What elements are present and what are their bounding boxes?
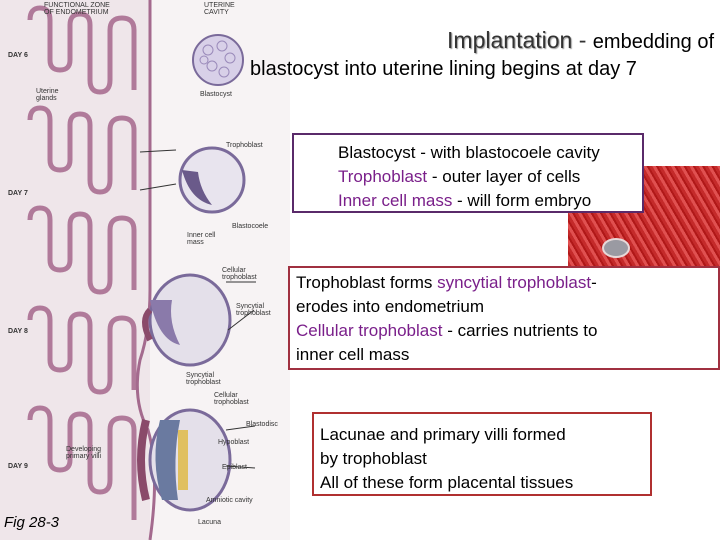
title-dash: - bbox=[572, 27, 593, 53]
label-hypoblast: Hypoblast bbox=[218, 439, 250, 446]
box-lacunae bbox=[312, 412, 652, 496]
label-developing-villi: Developing primary villi bbox=[66, 446, 102, 461]
box-trophoblast bbox=[288, 266, 720, 370]
blastocyst-day9 bbox=[141, 410, 255, 510]
title-rest: embedding of bbox=[592, 31, 714, 53]
box1-line1: Blastocyst - with blastocoele cavity bbox=[338, 143, 600, 162]
box2-line4: inner cell mass bbox=[296, 345, 410, 364]
label-cellular-trophoblast-2: Cellular trophoblast bbox=[214, 392, 249, 407]
box1-line3: Inner cell mass - will form embryo bbox=[338, 191, 592, 210]
implantation-figure bbox=[0, 0, 290, 540]
box2-line2: erodes into endometrium bbox=[296, 297, 485, 316]
title-head: Implantation bbox=[447, 27, 573, 53]
box-blastocyst bbox=[292, 133, 644, 213]
label-day7: DAY 7 bbox=[8, 190, 28, 197]
label-uterine-glands: Uterine glands bbox=[36, 88, 59, 103]
blastocyst-day7 bbox=[140, 148, 244, 212]
embedded-blastocyst-photo bbox=[602, 238, 630, 258]
box3-line2: by trophoblast bbox=[320, 449, 427, 468]
label-blastocoele: Blastocoele bbox=[232, 223, 269, 230]
label-day6: DAY 6 bbox=[8, 52, 28, 59]
label-lacuna: Lacuna bbox=[198, 519, 221, 526]
label-syncytial-trophoblast: Syncytial trophoblast bbox=[236, 303, 271, 318]
blastocyst-day8 bbox=[145, 275, 256, 365]
box3-line3: All of these form placental tissues bbox=[320, 473, 574, 492]
label-functional-zone: FUNCTIONAL ZONE OF ENDOMETRIUM bbox=[44, 2, 110, 17]
label-day9: DAY 9 bbox=[8, 463, 28, 470]
label-cellular-trophoblast: Cellular trophoblast bbox=[222, 267, 257, 282]
slide-subtitle: blastocyst into uterine lining begins at day 7 bbox=[250, 58, 637, 80]
box1-line2: Trophoblast - outer layer of cells bbox=[338, 167, 581, 186]
label-uterine-cavity: UTERINE CAVITY bbox=[204, 2, 235, 17]
label-epiblast: Epiblast bbox=[222, 464, 247, 471]
label-trophoblast: Trophoblast bbox=[226, 142, 263, 149]
label-syncytial-trophoblast-2: Syncytial trophoblast bbox=[186, 372, 221, 387]
label-blastocyst: Blastocyst bbox=[200, 91, 232, 98]
box3-line1: Lacunae and primary villi formed bbox=[320, 425, 566, 444]
label-inner-cell-mass: Inner cell mass bbox=[187, 232, 216, 247]
box2-line1: Trophoblast forms syncytial trophoblast- bbox=[296, 273, 597, 292]
figure-caption: Fig 28-3 bbox=[4, 514, 60, 531]
box2-line3: Cellular trophoblast - carries nutrients to bbox=[296, 321, 598, 340]
slide-title bbox=[248, 26, 714, 56]
blastocyst-day6 bbox=[193, 35, 243, 85]
label-amniotic-cavity: Amniotic cavity bbox=[206, 497, 253, 504]
label-blastodisc: Blastodisc bbox=[246, 421, 278, 428]
label-day8: DAY 8 bbox=[8, 328, 28, 335]
